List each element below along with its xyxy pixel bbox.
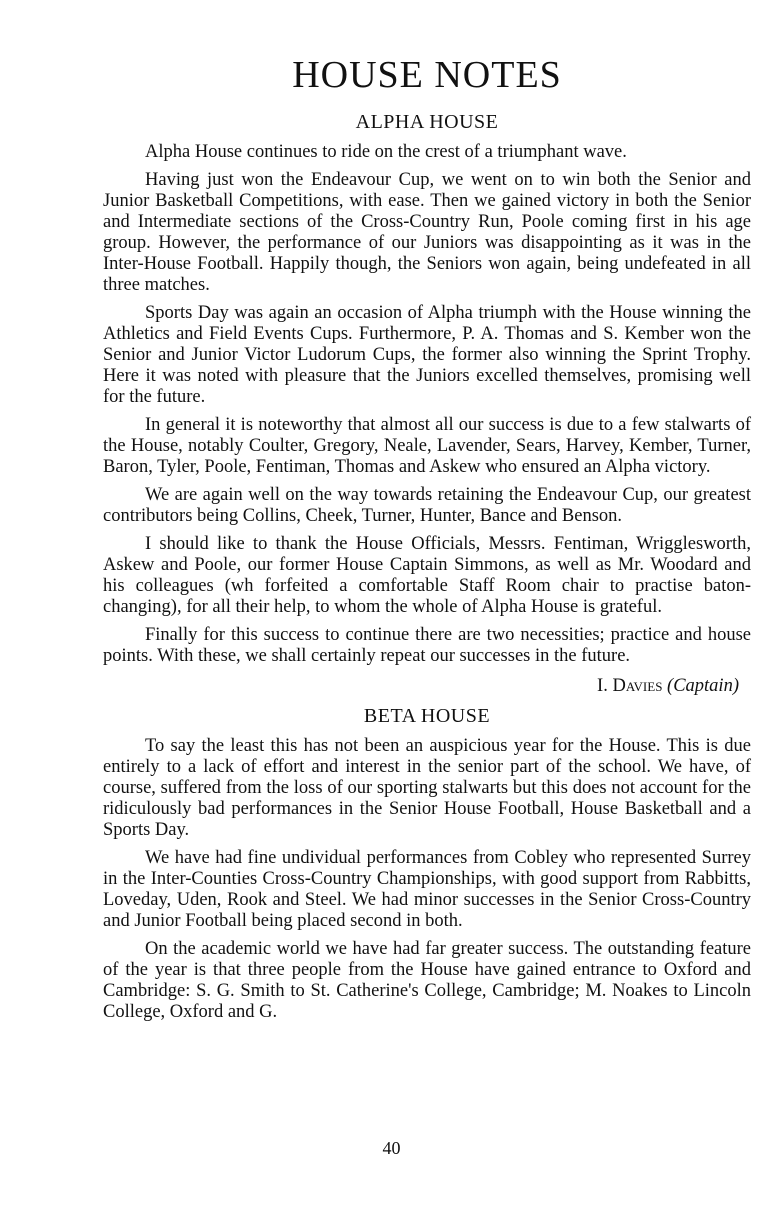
- page-number: 40: [382, 1138, 401, 1158]
- beta-paragraph-1: To say the least this has not been an auspicious year for the House. This is due entirely to a lack of effort and interest in the senior part of the school. We have, of course, suffered from the loss of our sporting stalwarts but this does not account for the ridiculously bad performances in the Senior House Football, House Basketball and a Sports Day.: [103, 736, 751, 840]
- alpha-paragraph-4: In general it is noteworthy that almost all our success is due to a few stalwarts of the House, notably Coulter, Gregory, Neale, Lavender, Sears, Harvey, Kember, Turner, Baron, Tyler, Poole, Fentiman, Thomas and Askew who ensured an Alpha victory.: [103, 415, 751, 477]
- page-title: HOUSE NOTES: [292, 54, 562, 96]
- alpha-paragraph-1: Alpha House continues to ride on the crest of a triumphant wave.: [145, 142, 627, 162]
- alpha-paragraph-5: We are again well on the way towards retaining the Endeavour Cup, our greatest contributors being Collins, Cheek, Turner, Hunter, Bance and Benson.: [103, 485, 751, 526]
- document-page: [103, 52, 751, 1030]
- alpha-signature: [103, 674, 739, 698]
- alpha-paragraph-7: Finally for this success to continue there are two necessities; practice and house points. With these, we shall certainly repeat our successes in the future.: [103, 625, 751, 666]
- signature-role: (Captain): [667, 676, 739, 696]
- alpha-house-heading: ALPHA HOUSE: [355, 111, 499, 133]
- beta-house-heading: BETA HOUSE: [363, 705, 491, 727]
- alpha-paragraph-2: Having just won the Endeavour Cup, we went on to win both the Senior and Junior Basketball Competitions, with ease. Then we gained victory in both the Senior and Intermediate sections of the Cross-Country Run, Poole coming first in his age group. However, the performance of our Juniors was disappointing as it was in the Inter-House Football. Happily though, the Seniors won again, being undefeated in all three matches.: [103, 170, 751, 295]
- alpha-paragraph-3: Sports Day was again an occasion of Alpha triumph with the House winning the Athletics and Field Events Cups. Furthermore, P. A. Thomas and S. Kember won the Senior and Junior Victor Ludorum Cups, the former also winning the Sprint Trophy. Here it was noted with pleasure that the Juniors excelled themselves, promising well for the future.: [103, 303, 751, 407]
- beta-paragraph-2: We have had fine undividual performances from Cobley who represented Surrey in the Inter-Counties Cross-Country Championships, with good support from Rabbitts, Loveday, Uden, Rook and Steel. We had minor successes in the Senior Cross-Country and Junior Football being placed second in both.: [103, 848, 751, 931]
- alpha-paragraph-6: I should like to thank the House Officials, Messrs. Fentiman, Wrigglesworth, Askew and Poole, our former House Captain Simmons, as well as Mr. Woodard and his colleagues (wh forfeited a comfortable Staff Room chair to practise baton-changing), for all their help, to whom the whole of Alpha House is grateful.: [103, 534, 751, 617]
- signature-name: I. Davies: [597, 676, 663, 696]
- beta-paragraph-3: On the academic world we have had far greater success. The outstanding feature of the year is that three people from the House have gained entrance to Oxford and Cambridge: S. G. Smith to St. Catherine's College, Cambridge; M. Noakes to Lincoln College, Oxford and G.: [103, 939, 751, 1022]
